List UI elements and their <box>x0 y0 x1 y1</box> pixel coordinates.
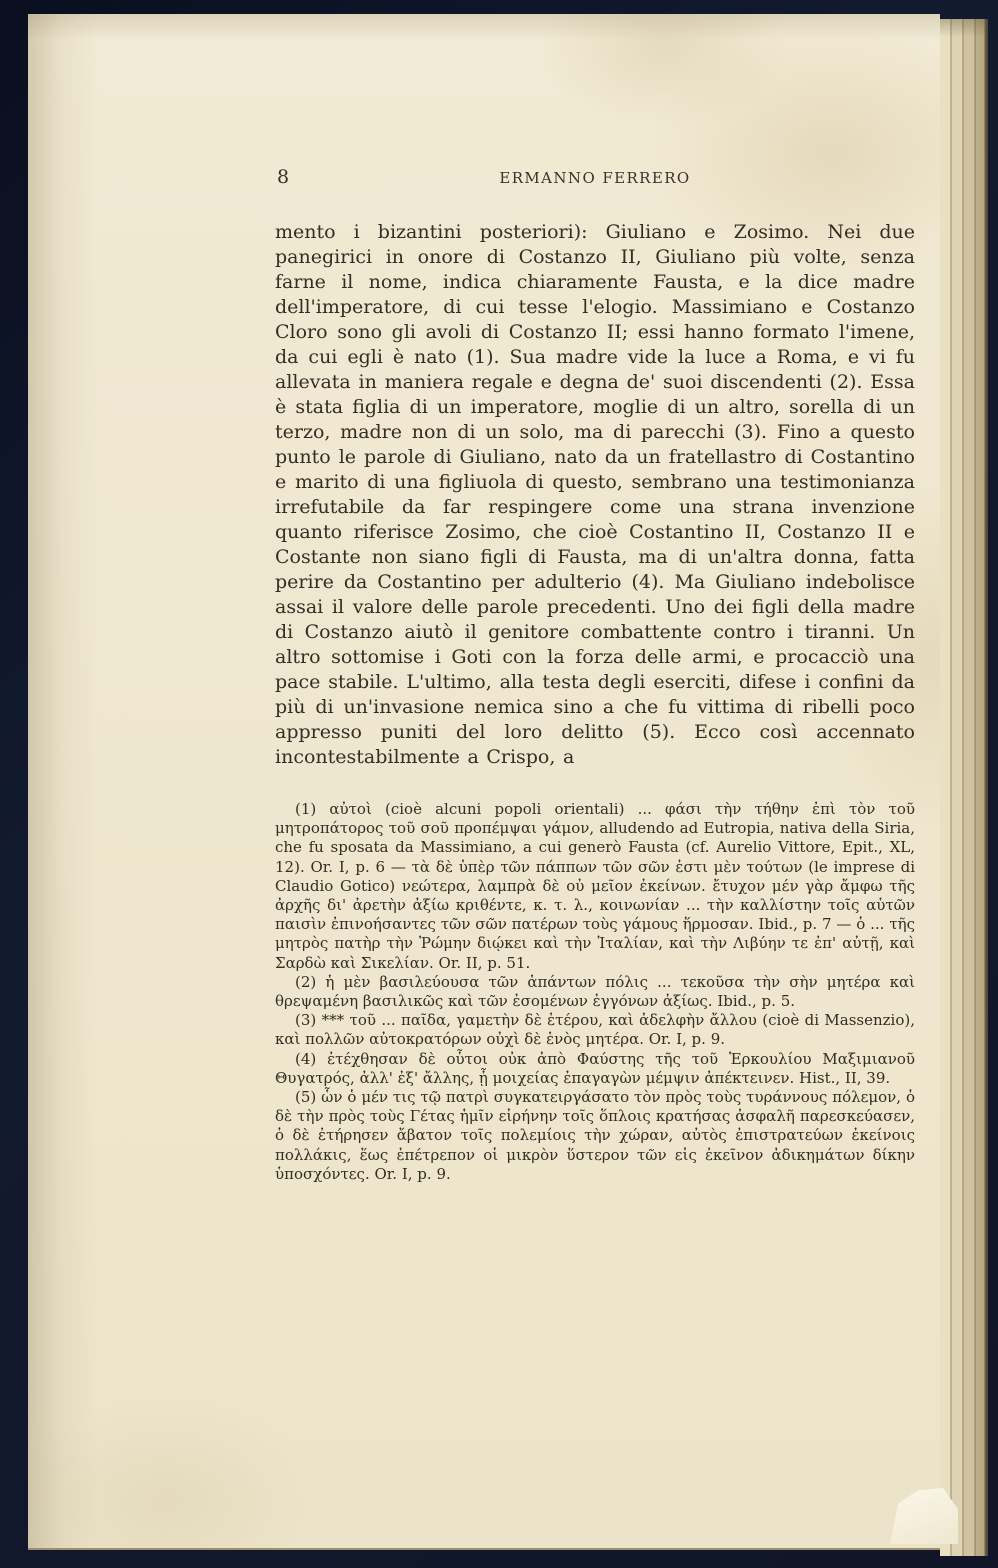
footnote-5: (5) ὧν ὁ μέν τις τῷ πατρὶ συγκατειργάσατο τὸν πρὸς τοὺς τυράννους πόλεμον, ὁ δὲ τὴν πρὸς τοὺς Γέτας ἡμῖν εἰρήνην τοῖς ὅπλοις κρατήσας ἀσφαλῆ παρεσκεύασεν, ὁ δὲ ἐτήρησεν ἄβατον τοῖς πολεμίοις τὴν χώραν, αὐτὸς ἐπιστρατεύων ἐκείνοις πολλάκις, ἕως ἐπέτρεπον οἱ μικρὸν ὕστερον τῶν εἰς ἐκεῖνον ἀδικημάτων δίκην ὑποσχόντες. Or. I, p. 9. <box>275 1088 915 1183</box>
footnote-1: (1) αὐτοὶ (cioè alcuni popoli orientali) ... φάσι τὴν τήθην ἐπὶ τὸν τοῦ μητροπάτορος τοῦ σοῦ προπέμψαι γάμον, alludendo ad Eutropia, nativa della Siria, che fu sposata da Massimiano, a cui generò Fausta (cf. Aurelio Vittore, Epit., XL, 12). Or. I, p. 6 — τὰ δὲ ὑπὲρ τῶν πάππων τῶν σῶν ἐστι μὲν τούτων (le imprese di Claudio Gotico) νεώτερα, λαμπρὰ δὲ οὐ μεῖον ἐκείνων. ἔτυχον μέν γὰρ ἄμφω τῆς ἀρχῆς δι' ἀρετὴν ἀξίω κριθέντε, κ. τ. λ., κοινωνίαν ... τὴν καλλίστην τοῖς αὑτῶν παισὶν ἐπινοήσαντες τῶν σῶν πατέρων τοὺς γάμους ἥρμοσαν. Ibid., p. 7 — ὁ ... τῆς μητρὸς πατὴρ τὴν Ῥώμην διῴκει καὶ τὴν Ἰταλίαν, καὶ τὴν Λιβύην τε ἐπ' αὐτῇ, καὶ Σαρδὼ καὶ Σικελίαν. Or. II, p. 51. <box>275 800 915 972</box>
page-stack <box>28 14 988 1556</box>
body-text: mento i bizantini posteriori): Giuliano e Zosimo. Nei due panegirici in onore di Costanzo II, Giuliano più volte, senza farne il nome, indica chiaramente Fausta, e la dice madre dell'imperatore, di cui tesse l'elogio. Massimiano e Costanzo Cloro sono gli avoli di Costanzo II; essi hanno formato l'imene, da cui egli è nato (1). Sua madre vide la luce a Roma, e vi fu allevata in maniera regale e degna de' suoi discendenti (2). Essa è stata figlia di un imperatore, moglie di un altro, sorella di un terzo, madre non di un solo, ma di parecchi (3). Fino a questo punto le parole di Giuliano, nato da un fratellastro di Costantino e marito di una figliuola di questo, sembrano una testimonianza irrefutabile da far respingere come una strana invenzione quanto riferisce Zosimo, che cioè Costantino II, Costanzo II e Costante non siano figli di Fausta, ma di un'altra donna, fatta perire da Costantino per adulterio (4). Ma Giuliano indebolisce assai il valore delle parole precedenti. Uno dei figli della madre di Costanzo aiutò il genitore combattente contro i tiranni. Un altro sottomise i Goti con la forza delle armi, e procacciò una pace stabile. L'ultimo, alla testa degli eserciti, difese i confini da più di un'invasione nemica sino a che fu vittima di ribelli poco appresso puniti del loro delitto (5). Ecco così accennato incontestabilmente a Crispo, a <box>275 221 915 768</box>
page-header <box>275 166 915 192</box>
footnote-2: (2) ἡ μὲν βασιλεύουσα τῶν ἁπάντων πόλις ... τεκοῦσα τὴν σὴν μητέρα καὶ θρεψαμένη βασιλικῶς καὶ τῶν ἐσομένων ἐγγόνων ἀξίως. Ibid., p. 5. <box>275 972 915 1011</box>
page-number: 8 <box>277 166 290 188</box>
running-title: ERMANNO FERRERO <box>499 169 691 187</box>
footnote-3: (3) *** τοῦ ... παῖδα, γαμετὴν δὲ ἑτέρου, καὶ ἀδελφὴν ἄλλου (cioè di Massenzio), καὶ πολλῶν αὐτοκρατόρων οὐχὶ δὲ ἑνὸς μητέρα. Or. I, p. 9. <box>275 1011 915 1049</box>
footnote-4: (4) ἐτέχθησαν δὲ οὗτοι οὐκ ἀπὸ Φαύστης τῆς τοῦ Ἑρκουλίου Μαξιμιανοῦ Θυγατρός, ἀλλ' ἐξ' ἄλλης, ᾗ μοιχείας ἐπαγαγὼν μέμψιν ἀπέκτεινεν. Hist., II, 39. <box>275 1049 915 1087</box>
page-content <box>275 166 915 1184</box>
page-fore-edges <box>940 19 988 1556</box>
book-page <box>28 14 940 1550</box>
footnotes <box>275 800 915 1184</box>
